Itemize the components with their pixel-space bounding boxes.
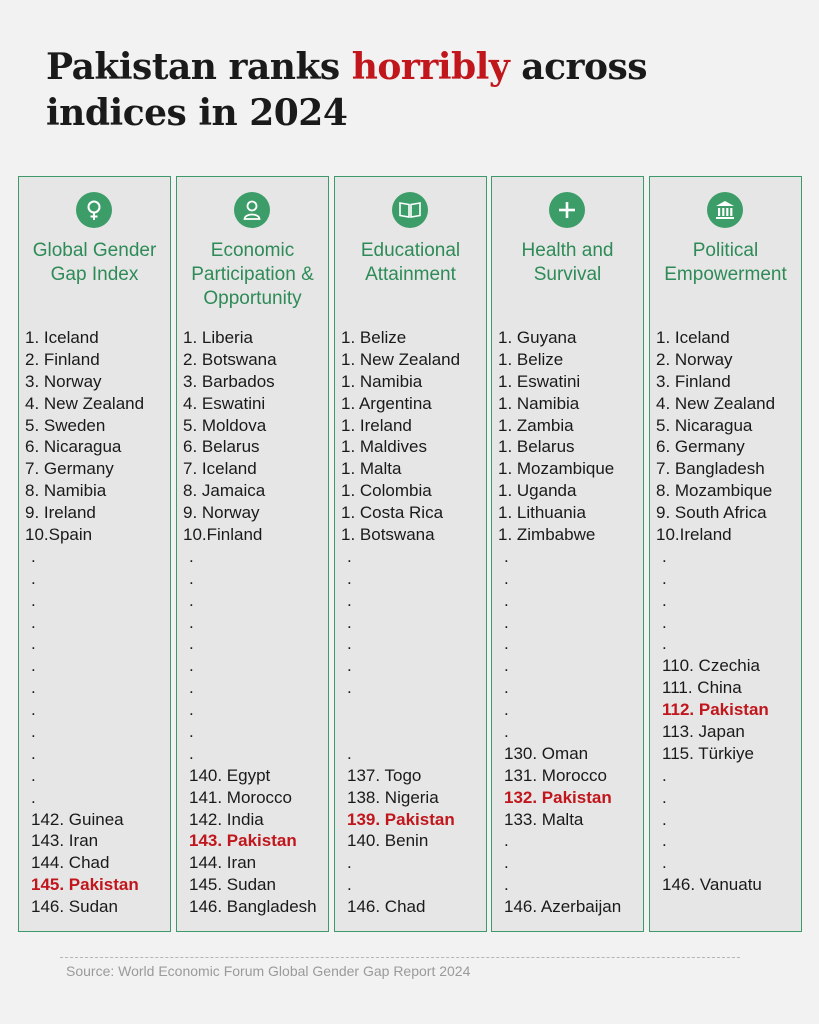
list-ellipsis: .	[31, 678, 36, 698]
column-global-gender-gap	[18, 176, 171, 932]
list-item: 1. Iceland	[25, 328, 99, 347]
list-ellipsis: .	[662, 590, 667, 610]
list-ellipsis: .	[31, 568, 36, 588]
list-ellipsis: .	[31, 743, 36, 763]
list-ellipsis: .	[189, 656, 194, 676]
list-item: 1. Argentina	[341, 393, 432, 413]
page-title	[46, 44, 786, 136]
list-ellipsis: .	[189, 546, 194, 566]
list-ellipsis: .	[662, 612, 667, 632]
list-item: 6. Belarus	[183, 437, 260, 457]
source-note: Source: World Economic Forum Global Gender Gap Report 2024	[66, 963, 471, 979]
column-title: Educational Attainment	[360, 240, 461, 285]
list-item: 6. Germany	[656, 437, 745, 457]
list-item-pakistan: 112. Pakistan	[662, 700, 769, 720]
list-item: 140. Egypt	[189, 765, 271, 785]
column-educational-attainment	[334, 176, 487, 932]
list-item: 1. Belize	[341, 328, 407, 347]
ranking-list	[656, 327, 799, 896]
title-part-1: Pakistan ranks	[46, 46, 352, 88]
list-item: 4. New Zealand	[25, 393, 145, 413]
list-item: 146. Bangladesh	[189, 897, 317, 917]
list-item: 4. New Zealand	[656, 393, 776, 413]
list-ellipsis: .	[347, 634, 352, 654]
plus-icon	[549, 192, 585, 228]
list-item: 5. Moldova	[183, 415, 267, 435]
list-ellipsis: .	[662, 853, 667, 873]
list-item: 113. Japan	[662, 722, 745, 742]
list-ellipsis: .	[662, 809, 667, 829]
list-item: 138. Nigeria	[347, 787, 439, 807]
list-item: 10.Ireland	[656, 525, 732, 545]
list-item: 115. Türkiye	[662, 743, 754, 763]
list-item-pakistan: 139. Pakistan	[347, 809, 455, 829]
list-ellipsis: .	[189, 590, 194, 610]
list-ellipsis: .	[347, 875, 352, 895]
list-ellipsis: .	[31, 634, 36, 654]
list-item-pakistan: 143. Pakistan	[189, 831, 297, 851]
list-ellipsis: .	[347, 678, 352, 698]
list-item: 2. Botswana	[183, 349, 277, 369]
list-item: 1. Eswatini	[498, 371, 581, 391]
list-ellipsis: .	[189, 743, 194, 763]
list-ellipsis: .	[504, 678, 509, 698]
column-political-empowerment	[649, 176, 802, 932]
list-item: 8. Jamaica	[183, 481, 266, 501]
list-item: 133. Malta	[504, 809, 584, 829]
list-item: 130. Oman	[504, 743, 589, 763]
list-item: 143. Iran	[31, 831, 99, 851]
list-ellipsis: .	[504, 700, 509, 720]
list-ellipsis: .	[504, 831, 509, 851]
list-ellipsis: .	[504, 656, 509, 676]
ranking-list	[183, 327, 326, 918]
divider	[60, 957, 740, 958]
list-ellipsis: .	[189, 568, 194, 588]
list-ellipsis: .	[31, 612, 36, 632]
list-ellipsis: .	[31, 656, 36, 676]
list-ellipsis: .	[504, 612, 509, 632]
title-highlight: horribly	[351, 46, 510, 88]
list-ellipsis: .	[31, 700, 36, 720]
list-item: 2. Norway	[656, 349, 733, 369]
list-item: 2. Finland	[25, 349, 100, 369]
list-item: 1. Colombia	[341, 481, 432, 501]
list-item: 146. Vanuatu	[662, 875, 762, 895]
list-item: 146. Sudan	[31, 897, 118, 917]
list-item: 1. Iceland	[656, 328, 730, 347]
column-title: Economic Participation & Opportunity	[191, 240, 314, 309]
list-item: 1. Ireland	[341, 415, 412, 435]
female-symbol-icon	[76, 192, 112, 228]
list-ellipsis: .	[662, 831, 667, 851]
list-item: 1. Belize	[498, 349, 564, 369]
list-ellipsis: .	[189, 678, 194, 698]
list-ellipsis: .	[347, 568, 352, 588]
title-part-2: across indices in 2024	[46, 46, 648, 134]
list-item: 1. Namibia	[498, 393, 580, 413]
list-item: 1. Liberia	[183, 328, 253, 347]
list-item: 6. Nicaragua	[25, 437, 122, 457]
list-ellipsis: .	[504, 853, 509, 873]
ranking-list	[25, 327, 168, 918]
list-item: 1. Costa Rica	[341, 503, 444, 523]
list-item: 141. Morocco	[189, 787, 292, 807]
list-ellipsis: .	[504, 546, 509, 566]
list-item: 9. Norway	[183, 503, 260, 523]
list-ellipsis: .	[31, 546, 36, 566]
list-item: 1. Lithuania	[498, 503, 586, 523]
book-icon	[392, 192, 428, 228]
list-ellipsis: .	[347, 743, 352, 763]
list-ellipsis: .	[189, 612, 194, 632]
list-ellipsis: .	[347, 853, 352, 873]
list-item: 9. Ireland	[25, 503, 96, 523]
list-ellipsis: .	[504, 722, 509, 742]
list-item: 145. Sudan	[189, 875, 276, 895]
government-building-icon	[707, 192, 743, 228]
list-item-pakistan: 132. Pakistan	[504, 787, 612, 807]
list-item: 146. Chad	[347, 897, 426, 917]
list-ellipsis	[341, 699, 484, 721]
list-item: 1. Malta	[341, 459, 402, 479]
list-item: 144. Iran	[189, 853, 257, 873]
list-item: 1. Zimbabwe	[498, 525, 596, 545]
list-item: 111. China	[662, 678, 742, 698]
list-item: 1. Maldives	[341, 437, 427, 457]
list-item: 1. Namibia	[341, 371, 423, 391]
list-ellipsis: .	[31, 765, 36, 785]
list-ellipsis: .	[347, 612, 352, 632]
ranking-list	[341, 327, 484, 918]
column-health-survival	[491, 176, 644, 932]
list-item: 7. Germany	[25, 459, 114, 479]
list-item: 3. Norway	[25, 371, 102, 391]
list-ellipsis: .	[504, 568, 509, 588]
list-item: 1. Guyana	[498, 328, 577, 347]
list-ellipsis: .	[31, 787, 36, 807]
list-item: 110. Czechia	[662, 656, 760, 676]
list-item: 3. Finland	[656, 371, 731, 391]
list-ellipsis: .	[189, 634, 194, 654]
list-item: 142. Guinea	[31, 809, 124, 829]
list-item: 7. Bangladesh	[656, 459, 765, 479]
list-item: 4. Eswatini	[183, 393, 266, 413]
list-ellipsis: .	[347, 656, 352, 676]
list-ellipsis: .	[189, 722, 194, 742]
list-item: 140. Benin	[347, 831, 429, 851]
list-ellipsis: .	[31, 590, 36, 610]
list-ellipsis: .	[347, 546, 352, 566]
list-item: 1. Uganda	[498, 481, 577, 501]
list-item: 131. Morocco	[504, 765, 607, 785]
list-item: 8. Namibia	[25, 481, 107, 501]
column-title: Health and Survival	[521, 240, 614, 285]
list-item: 7. Iceland	[183, 459, 257, 479]
list-ellipsis: .	[504, 875, 509, 895]
ranking-list	[498, 327, 641, 918]
list-ellipsis: .	[347, 590, 352, 610]
list-item: 10.Spain	[25, 525, 93, 545]
list-item: 142. India	[189, 809, 264, 829]
person-icon	[234, 192, 270, 228]
list-item: 5. Sweden	[25, 415, 106, 435]
list-item: 10.Finland	[183, 525, 263, 545]
list-ellipsis	[341, 721, 484, 743]
list-ellipsis: .	[662, 787, 667, 807]
list-ellipsis: .	[189, 700, 194, 720]
list-item: 1. Belarus	[498, 437, 575, 457]
list-ellipsis: .	[504, 590, 509, 610]
list-item-pakistan: 145. Pakistan	[31, 875, 139, 895]
list-ellipsis: .	[662, 546, 667, 566]
list-ellipsis: .	[662, 765, 667, 785]
list-item: 5. Nicaragua	[656, 415, 753, 435]
list-item: 1. Botswana	[341, 525, 435, 545]
list-item: 1. New Zealand	[341, 349, 461, 369]
column-title: Global Gender Gap Index	[32, 240, 157, 285]
list-item: 146. Azerbaijan	[504, 897, 622, 917]
column-economic-participation	[176, 176, 329, 932]
list-item: 3. Barbados	[183, 371, 275, 391]
list-item: 137. Togo	[347, 765, 422, 785]
list-item: 9. South Africa	[656, 503, 767, 523]
list-item: 1. Mozambique	[498, 459, 615, 479]
list-ellipsis: .	[662, 568, 667, 588]
list-ellipsis: .	[504, 634, 509, 654]
list-item: 1. Zambia	[498, 415, 574, 435]
list-item: 144. Chad	[31, 853, 110, 873]
list-item: 8. Mozambique	[656, 481, 773, 501]
column-title: Political Empowerment	[664, 240, 787, 285]
list-ellipsis: .	[662, 634, 667, 654]
list-ellipsis: .	[31, 722, 36, 742]
